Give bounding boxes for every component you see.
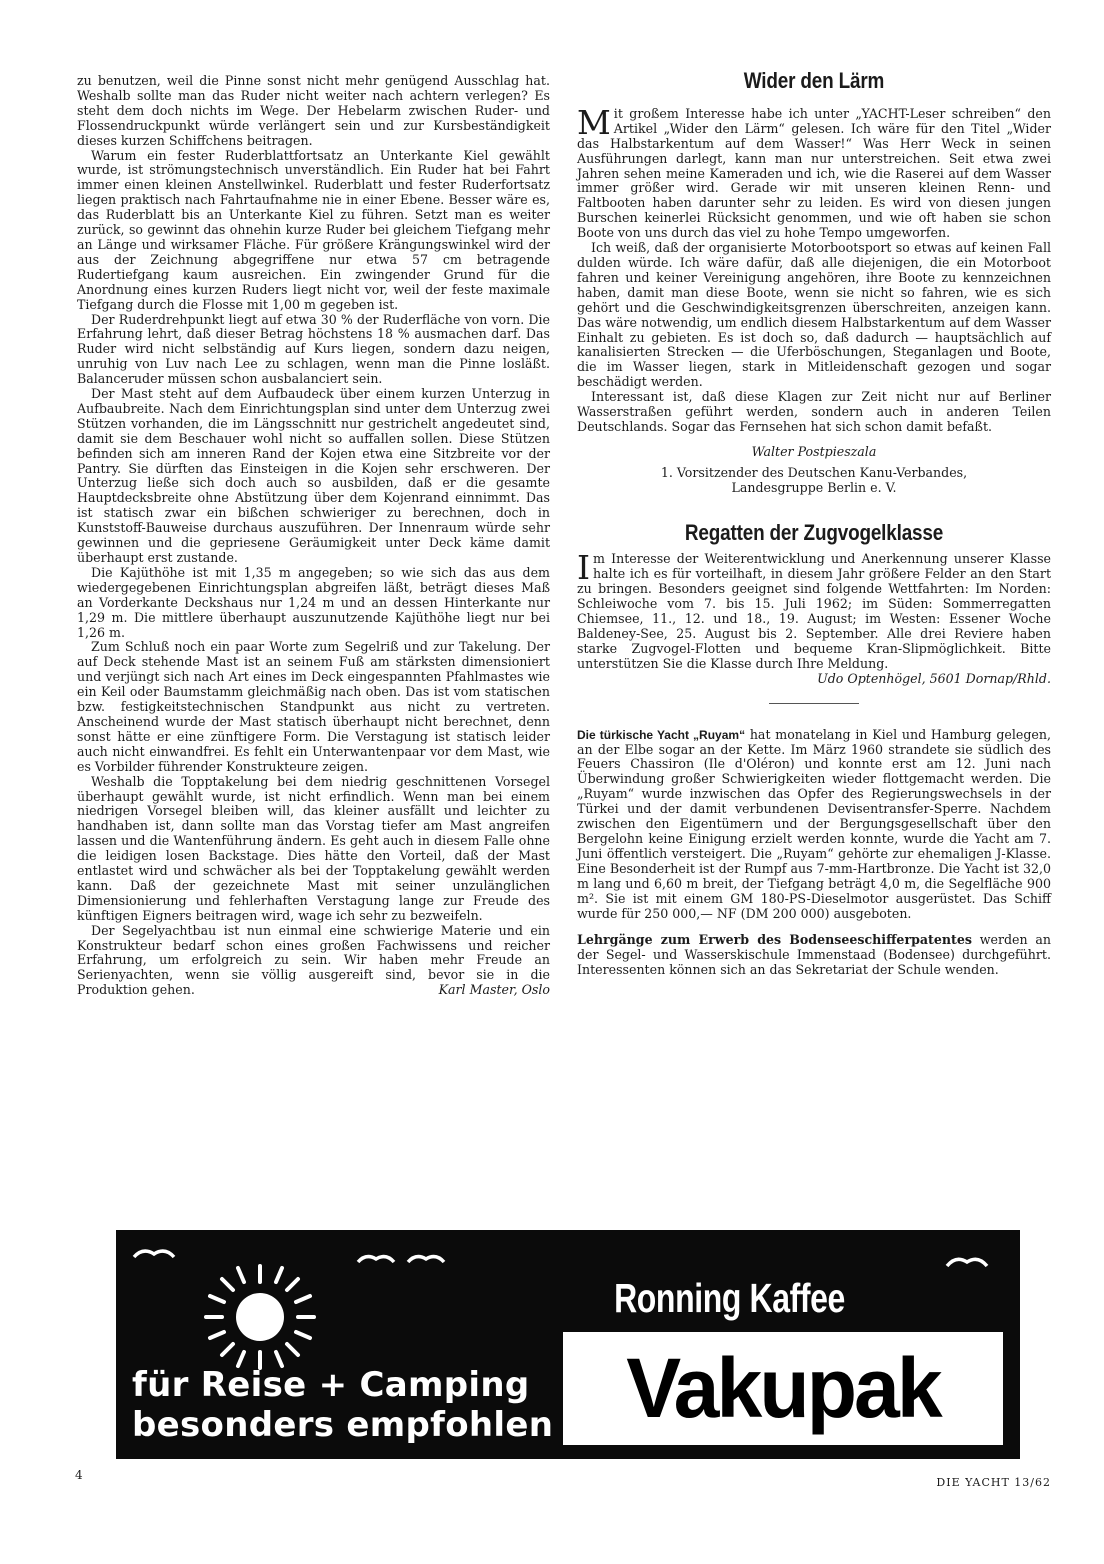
paragraph-with-signature	[77, 924, 550, 999]
seagull-icon	[132, 1245, 176, 1261]
seagull-icon	[945, 1252, 989, 1270]
paragraph: Der Ruderdrehpunkt liegt auf etwa 30 % der Ruderfläche von vorn. Die Erfahrung lehrt, daß dieser Betrag höchstens 18 % ausmachen darf. Das Ruder wird nicht selbständig auf Kurs liegen, sondern dazu neigen, unruhig von Luv nach Lee zu schlagen, wenn man die Pinne losläßt. Balanceruder müssen schon ausbalanciert sein.	[77, 311, 550, 387]
headline-wider-den-laerm: Wider den Lärm	[743, 68, 885, 93]
paragraph: Der Mast steht auf dem Aufbaudeck über einem kurzen Unterzug in Aufbaubreite. Nach dem Einrichtungsplan sind unter dem Unterzug zwei Stützen vorhanden, die im Längsschnitt nur gestrichelt angedeutet sind, damit sie dem Beschauer wohl nicht so auffallen sollen. Diese Stützen befinden sich am inneren Rand der Kojen etwa eine Sitzbreite vor der Pantry. Sie dürften das Einsteigen in die Kojen sehr erschweren. Der Unterzug ließe sich doch auch so ausbilden, daß er die gesamte Hauptdecksbreite ohne Abstützung über dem Kojenrand einnimmt. Das ist statisch zwar ein bißchen schwieriger zu berechnen, doch in Kunststoff-Bauweise durchaus auszuführen. Der Innenraum würde sehr gewinnen und die gepriesene Geräumigkeit unter Deck käme damit überhaupt erst zustande.	[77, 386, 550, 565]
left-article-column	[77, 74, 550, 998]
news-lead: Die türkische Yacht „Ruyam“	[577, 727, 746, 742]
ad-slogan	[132, 1365, 552, 1445]
paragraph: zu benutzen, weil die Pinne sonst nicht mehr genügend Ausschlag hat. Weshalb sollte man das Ruder nicht weiter nach achtern verlegen? Es steht dem doch nichts im Wege. Der Hebelarm zwischen Ruder- und Flossendruckpunkt würde verlängert sein und zur Kursbeständigkeit dieses kurzen Schiffchens beitragen.	[77, 73, 550, 148]
paragraph: Warum ein fester Ruderblattfortsatz an Unterkante Kiel gewählt wurde, ist strömungstechnisch unverständlich. Ein Ruder hat bei Fahrt immer einen kleinen Anstellwinkel. Ruderblatt und fester Ruderfortsatz liegen praktisch nach Fahrtaufnahme nie in einer Ebene. Besser wäre es, das Ruderblatt bis an Unterkante Kiel zu führen. Setzt man es weiter zurück, so gewinnt das ohnehin kurze Ruder bei gleichem Tiefgang mehr an Länge und wirksamer Fläche. Für größere Krängungswinkel wird der aus der Zeichnung abgegriffene nur etwa 57 cm betragende Rudertiefgang kaum ausreichen. Ein zwingender Grund für die Anordnung eines kurzen Ruders liegt nicht vor, weil der feste maximale Tiefgang durch die Flosse mit 1,00 m gegeben ist.	[77, 147, 550, 312]
ad-product-name: Vakupak	[626, 1341, 940, 1435]
author-role: 1. Vorsitzender des Deutschen Kanu-Verbandes,	[660, 464, 968, 480]
ad-slogan-line: besonders empfohlen	[132, 1405, 554, 1445]
author-signature: Udo Optenhögel, 5601 Dornap/Rhld.	[817, 670, 1051, 686]
publication-reference: DIE YACHT 13/62	[936, 1476, 1051, 1489]
seagull-icon	[406, 1250, 446, 1266]
sun-icon	[200, 1262, 320, 1372]
paragraph-text: it großem Interesse habe ich unter „YACHT-Leser schreiben“ den Artikel „Wider den Lärm“ gelesen. Ich wäre für den Titel „Wider das Halbstarkentum auf dem Wasser!“ Was Herr Weck in seinen Ausführungen darlegt, kann man nur unterstreichen. Seit etwa zwei Jahren sehen meine Kameraden und ich, wie die Raserei auf dem Wasser immer größer wird. Gerade wir mit unseren kleinen Renn- und Faltbooten haben darunter sehr zu leiden. Es wird von diesen jungen Burschen keinerlei Rücksicht genommen, und wie oft haben sie schon Boote von uns durch das viel zu hohe Tempo umgeworfen.	[577, 105, 1051, 241]
paragraph: Zum Schluß noch ein paar Worte zum Segelriß und zur Takelung. Der auf Deck stehende Mast ist an seinem Fuß am stärksten dimensioniert und verjüngt sich nach Art eines im Deck eingespannten Pfahlmastes wie ein Keil oder Baumstamm gleichmäßig nach oben. Das ist vom statischen bzw. festigkeitstechnischen Standpunkt aus nicht zu vertreten. Anscheinend wurde der Mast statisch überhaupt nicht berechnet, denn sonst hätte er eine zünftigere Form. Die Verstagung ist statisch leider auch nicht einwandfrei. Es fehlt ein Unterwantenpaar vor dem Mast, wie es Vorbilder führender Konstrukteure zeigen.	[77, 639, 550, 774]
paragraph: Weshalb die Topptakelung bei dem niedrig geschnittenen Vorsegel überhaupt gewählt wurde, ist nicht erfindlich. Wenn man bei einem niedrigen Vorsegel bleiben will, das kleiner ausfällt und leichter zu handhaben ist, dann sollte man das Vorstag tiefer am Mast angreifen lassen und die Wantenführung ändern. Es geht auch in diesem Falle ohne die leidigen losen Backstage. Dies hätte den Vorteil, daß der Mast entlastet wird und schwächer als bei der Topptakelung gewählt werden kann. Daß der gezeichnete Mast mit seiner unzulänglichen Dimensionierung und fehlerhaften Verstagung lange zur Freude des künftigen Eigners beitragen wird, wage ich sehr zu bezweifeln.	[77, 773, 550, 923]
drop-cap: I	[577, 548, 591, 588]
author-signature: Karl Master, Oslo	[438, 982, 550, 998]
drop-cap: M	[577, 102, 611, 142]
news-lead: Lehrgänge zum Erwerb des Bodenseeschifferpatentes	[577, 932, 972, 948]
news-ruyam	[577, 728, 1051, 922]
paragraph-text: m Interesse der Weiterentwicklung und Anerkennung unserer Klasse halte ich es für vorteilhaft, in diesem Jahr größere Felder an den Start zu bringen. Besonders geeignet sind folgende Wettfahrten: Im Norden: Schleiwoche vom 7. bis 15. Juli 1962; im Süden: Sommerregatten Chiemsee, 11., 12. und 18., 19. August; im Westen: Essener Woche Baldeney-See, 25. August bis 2. September. Alle drei Reviere haben starke Zugvogel-Flotten und bequeme Kran-Slipmöglichkeit. Bitte unterstützen Sie die Klasse durch Ihre Meldung.	[577, 551, 1051, 671]
regatta-paragraph	[577, 548, 1051, 671]
author-name: Walter Postpieszala	[751, 443, 877, 459]
divider	[769, 703, 859, 704]
letter-paragraph: Ich weiß, daß der organisierte Motorbootsport so etwas auf keinen Fall dulden würde. Ich wäre dafür, daß alle diejenigen, die ein Motorboot fahren und keiner Vereinigung angehören, ihre Boote zu kennzeichnen haben, damit man diese Boote, wenn sie nicht so fahren, wie es sich gehört und die Geschwindigkeitsgrenzen überschreiten, anzeigen kann. Das wäre notwendig, um endlich diesem Halbstarkentum auf dem Wasser Einhalt zu gebieten. Es ist doch so, daß dadurch — hauptsächlich auf kanalisierten Strecken — die Uferböschungen, Steganlagen und Boote, die im Wasser liegen, stark in Mitleidenschaft gezogen und sogar beschädigt werden.	[577, 240, 1051, 390]
headline-regatten: Regatten der Zugvogelklasse	[684, 519, 944, 545]
right-article-column	[577, 68, 1051, 978]
author-role: Landesgruppe Berlin e. V.	[731, 479, 897, 495]
news-lehrgaenge	[577, 933, 1051, 978]
page-number: 4	[75, 1468, 83, 1482]
paragraph: Die Kajüthöhe ist mit 1,35 m angegeben; so wie sich das aus dem wiedergegebenen Einrichtungsplan abgreifen läßt, beträgt dieses Maß an Vorderkante Deckshaus nur 1,24 m und an dessen Hinterkante nur 1,29 m. Die mittlere überhaupt auszunutzende Kajüthöhe liegt nur bei 1,26 m.	[77, 564, 550, 640]
ad-slogan-line: für Reise + Camping	[132, 1365, 530, 1405]
news-body: hat monatelang in Kiel und Hamburg gelegen, an der Elbe sogar an der Kette. Im März 1960 strandete sie südlich des Feuers Chassiron (Ile d'Oléron) und konnte erst am 12. Juni nach Überwindung großer Schwierigkeiten wieder flottgemacht werden. Die „Ruyam“ wurde inzwischen das Opfer des Regierungswechsels in der Türkei und der damit verbundenen Devisentransfer-Sperre. Nachdem zwischen den Eigentümern und der Bergungsgesellschaft über den Bergelohn keine Einigung erzielt werden konnte, wurde die Yacht am 7. Juni öffentlich versteigert. Die „Ruyam“ gehörte zur ehemaligen J-Klasse. Eine Besonderheit ist der Rumpf aus 7-mm-Hartbronze. Die Yacht ist 32,0 m lang und 6,60 m breit, der Tiefgang beträgt 4,0 m, die Segelfläche 900 m². Sie ist mit einem GM 180-PS-Dieselmotor ausgerüstet. Das Schiff wurde für 250 000,— NF (DM 200 000) ausgeboten.	[577, 726, 1051, 921]
seagull-icon	[356, 1250, 396, 1266]
letter-paragraph: Interessant ist, daß diese Klagen zur Zeit nicht nur auf Berliner Wasserstraßen geführt werden, sondern auch in anderen Teilen Deutschlands. Sogar das Fernsehen hat sich schon damit befaßt.	[577, 389, 1051, 434]
paragraph: Der Segelyachtbau ist nun einmal eine schwierige Materie und ein Konstrukteur bedarf schon eines großen Fachwissens und reicher Erfahrung, um erfolgreich zu sein. Wir haben mehr Freude an Serienyachten, wenn sie völlig ausgereift sind, bevor sie in die Produktion gehen.	[77, 922, 550, 998]
ad-brand-name: Ronning Kaffee	[614, 1275, 845, 1321]
letter-paragraph	[577, 102, 1051, 241]
news-body: werden an der Segel- und Wasserskischule Immenstaad (Bodensee) durchgeführt. Interessenten können sich an das Sekretariat der Schule wenden.	[577, 932, 1051, 978]
